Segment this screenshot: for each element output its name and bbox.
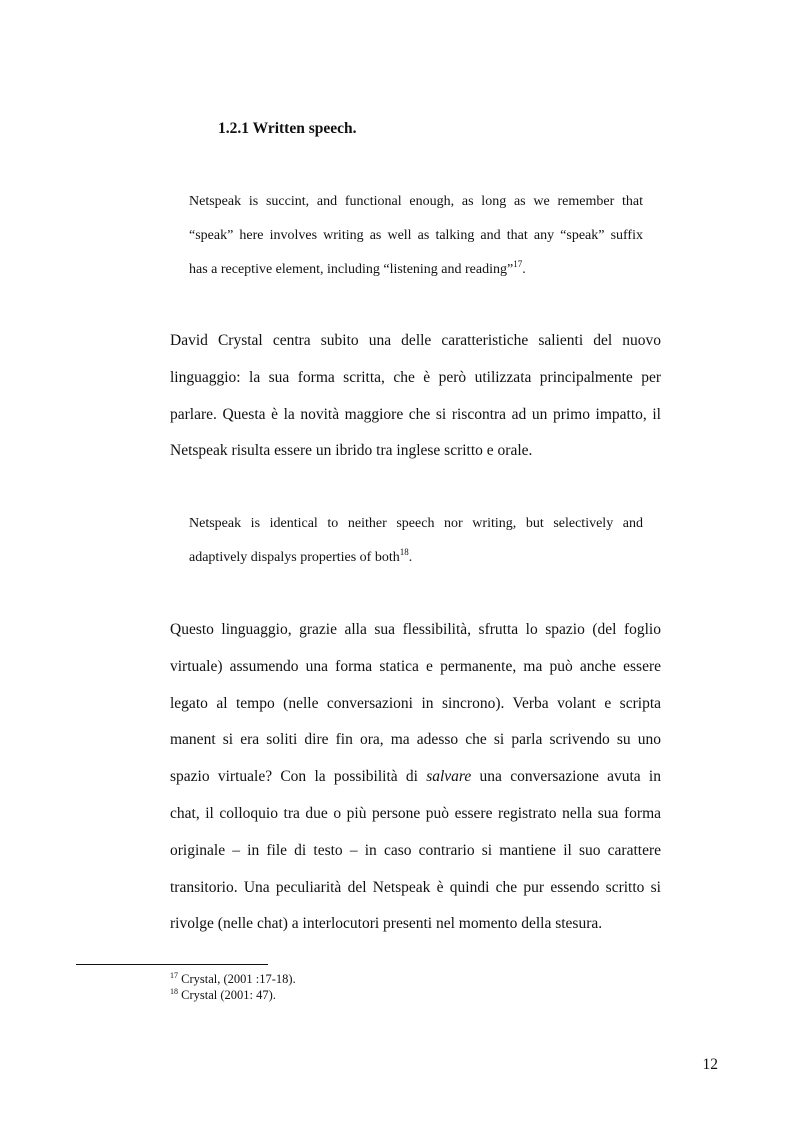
line-text: spazio virtuale? Con la possibilità di — [170, 768, 427, 786]
paragraph-line: virtuale) assumendo una forma statica e permanente, ma può anche essere — [170, 657, 661, 675]
page-number: 12 — [702, 1056, 718, 1073]
footnote-text: Crystal (2001: 47). — [181, 988, 276, 1002]
quote-line-end: . — [522, 262, 526, 277]
footnote-ref-17: 17 — [513, 259, 523, 269]
footnote-text: Crystal, (2001 :17-18). — [181, 972, 296, 986]
paragraph-line: transitorio. Una peculiarità del Netspeak è quindi che pur essendo scritto si — [170, 878, 661, 896]
quote-line-end: . — [408, 550, 413, 565]
footnote-separator — [76, 964, 268, 965]
paragraph-2 — [170, 612, 661, 943]
paragraph-line: Questo linguaggio, grazie alla sua flessibilità, sfrutta lo spazio (del foglio — [170, 621, 661, 638]
footnote-ref-18: 18 — [399, 547, 409, 557]
paragraph-1 — [170, 323, 661, 470]
paragraph-line: parlare. Questa è la novità maggiore che si riscontra ad un primo impatto, il — [170, 405, 661, 423]
paragraph-line — [170, 759, 661, 796]
paragraph-line: rivolge (nelle chat) a interlocutori presenti nel momento della stesura. — [170, 915, 603, 933]
paragraph-line: originale – in file di testo – in caso contrario si mantiene il suo carattere — [170, 841, 661, 859]
footnote-number: 17 — [170, 971, 178, 980]
paragraph-line: chat, il colloquio tra due o più persone può essere registrato nella sua forma — [170, 804, 661, 822]
section-heading: 1.2.1 Written speech. — [218, 120, 357, 137]
paragraph-line: manent si era soliti dire fin ora, ma adesso che si parla scrivendo su uno — [170, 731, 661, 749]
block-quote-1 — [189, 185, 643, 287]
quote-line-text: adaptively dispalys properties of both — [189, 550, 400, 565]
paragraph-line: legato al tempo (nelle conversazioni in sincrono). Verba volant e scripta — [170, 694, 661, 712]
quote-line: Netspeak is succint, and functional enough, as long as we remember that — [189, 194, 643, 209]
emphasis-salvare: salvare — [426, 768, 472, 786]
line-text: una conversazione avuta in — [471, 768, 661, 786]
paragraph-line: David Crystal centra subito una delle caratteristiche salienti del nuovo — [170, 332, 661, 349]
quote-line: Netspeak is identical to neither speech nor writing, but selectively and — [189, 516, 643, 531]
paragraph-line: Netspeak risulta essere un ibrido tra inglese scritto e orale. — [170, 442, 533, 460]
quote-line: “speak” here involves writing as well as talking and that any “speak” suffix — [189, 228, 643, 243]
footnote-18 — [170, 987, 296, 1003]
footnote-number: 18 — [170, 987, 178, 996]
quote-line — [189, 541, 643, 575]
paragraph-line: linguaggio: la sua forma scritta, che è però utilizzata principalmente per — [170, 368, 661, 386]
footnotes — [170, 971, 296, 1003]
footnote-17 — [170, 971, 296, 987]
quote-line-text: has a receptive element, including “listening and reading” — [189, 262, 514, 277]
quote-line — [189, 253, 643, 287]
block-quote-2 — [189, 507, 643, 575]
